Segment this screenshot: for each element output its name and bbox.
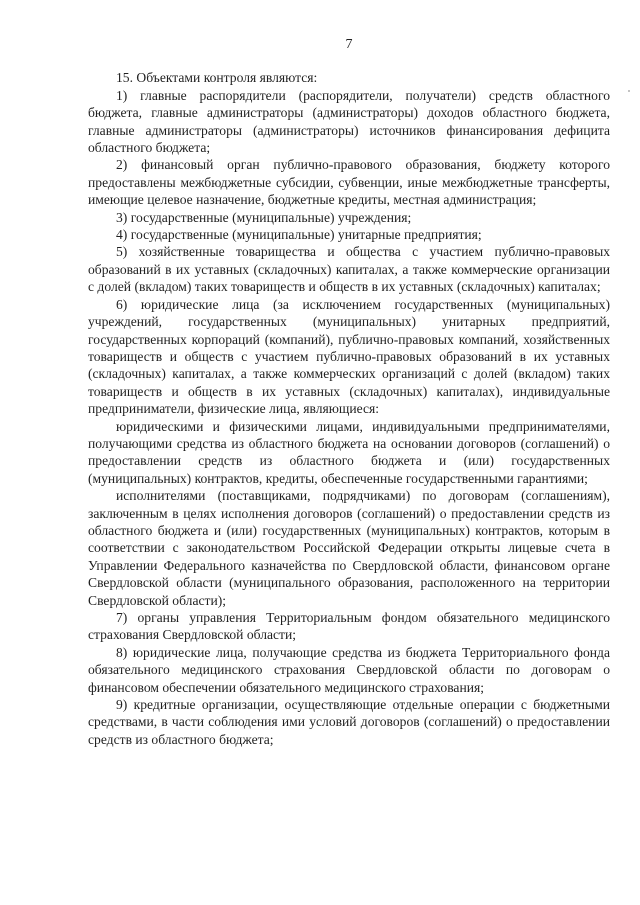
paragraph-5: 5) хозяйственные товарищества и общества с участием публично-правовых образований в их уставных (складочных) капиталах, а также коммерческие организации с долей (вкладом) таких товариществ и обществ в их уставных (складочных) капиталах; [88, 244, 610, 295]
paragraph-4: 4) государственные (муниципальные) унитарные предприятия; [116, 227, 482, 243]
paragraph-9: 9) кредитные организации, осуществляющие отдельные операции с бюджетными средствами, в части соблюдения ими условий договоров (соглашений) о предоставлении средств из областного бюджета; [88, 697, 610, 747]
paragraph-6a: юридическими и физическими лицами, индивидуальными предпринимателями, получающими средства из областного бюджета на основании договоров (соглашений) о предоставлении средств из областного бюджета и (или) государственных (муниципальных) контрактов, кредиты, обеспеченные государственными гарантиями; [88, 418, 610, 486]
paragraph-1: 1) главные распорядители (распорядители, получатели) средств областного бюджета, главные администраторы (администраторы) доходов областного бюджета, главные администраторы (администраторы) источников финансирования дефицита областного бюджета; [88, 87, 610, 156]
paragraph-8: 8) юридические лица, получающие средства из бюджета Территориального фонда обязательного медицинского страхования Свердловской области по договорам о финансовом обеспечении обязательного медицинского страхования; [88, 644, 610, 695]
document-page [88, 36, 610, 748]
paragraph-7: 7) органы управления Территориальным фондом обязательного медицинского страхования Свердловской области; [88, 610, 610, 643]
section-heading: 15. Объектами контроля являются: [116, 70, 318, 86]
paragraph-2: 2) финансовый орган публично-правового образования, бюджету которого предоставлены межбюджетные субсидии, субвенции, иные межбюджетные трансферты, имеющие целевое назначение, бюджетные кредиты, местная администрация; [88, 157, 610, 208]
paragraph-6: 6) юридические лица (за исключением государственных (муниципальных) учреждений, государственных (муниципальных) унитарных предприятий, государственных корпораций (компаний), публично-правовых компаний, хозяйственных товариществ и обществ с участием публично-правовых образований в их уставных (складочных) капиталах, а также коммерческих организаций с долей (вкладом) таких товариществ и обществ в их уставных (складочных) капиталах), индивидуальные предприниматели, физические лица, являющиеся: [88, 296, 610, 417]
scan-speck [628, 90, 630, 92]
paragraph-3: 3) государственные (муниципальные) учреждения; [116, 209, 412, 225]
paragraph-6b: исполнителями (поставщиками, подрядчиками) по договорам (соглашениям), заключенным в целях исполнения договоров (соглашений) о предоставлении средств из областного бюджета и (или) государственных (муниципальных) контрактов, которым в соответствии с законодательством Российской Федерации открыты лицевые счета в Управлении Федерального казначейства по Свердловской области, финансовом органе Свердловской области (муниципального образования, расположенного на территории Свердловской области); [88, 488, 610, 608]
page-number: 7 [345, 37, 353, 52]
